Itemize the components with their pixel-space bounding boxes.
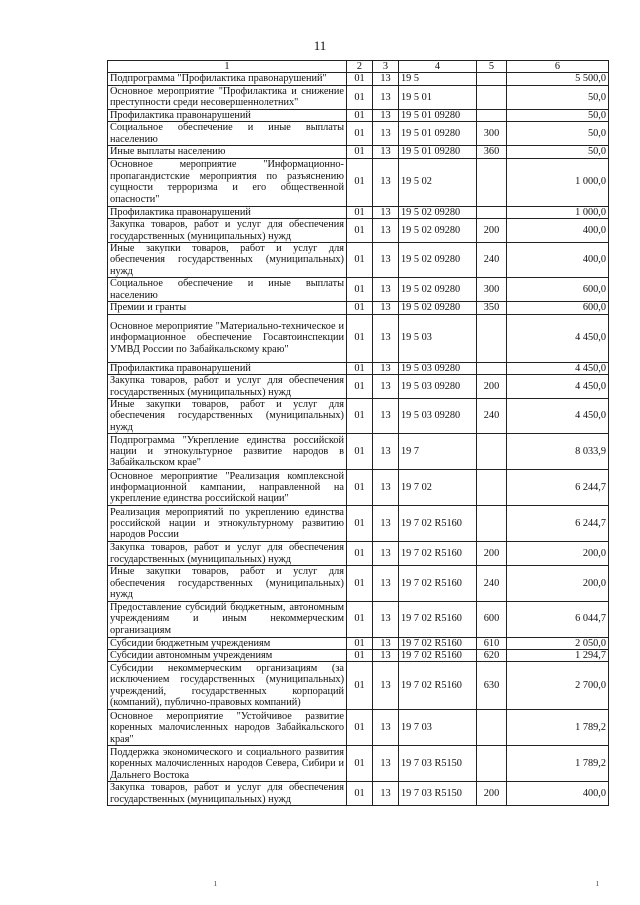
table-row bbox=[108, 122, 609, 146]
cell-col-3: 13 bbox=[373, 146, 399, 158]
table-row bbox=[108, 434, 609, 470]
table-row bbox=[108, 302, 609, 314]
table-row bbox=[108, 73, 609, 85]
cell-amount: 400,0 bbox=[507, 782, 609, 806]
cell-name: Субсидии некоммерческим организациям (за исключением государственных (муниципальных) учреждений, государственных корпораций (компаний), публично-правовых компаний) bbox=[108, 662, 347, 710]
cell-code: 19 5 02 09280 bbox=[399, 206, 477, 218]
cell-col-5 bbox=[477, 109, 507, 121]
cell-col-2: 01 bbox=[347, 662, 373, 710]
cell-col-5: 610 bbox=[477, 637, 507, 649]
table-row bbox=[108, 601, 609, 637]
cell-amount: 1 000,0 bbox=[507, 206, 609, 218]
cell-col-2: 01 bbox=[347, 158, 373, 206]
cell-col-5: 240 bbox=[477, 566, 507, 601]
cell-col-2: 01 bbox=[347, 542, 373, 566]
table-row bbox=[108, 566, 609, 601]
cell-col-5 bbox=[477, 206, 507, 218]
cell-col-3: 13 bbox=[373, 158, 399, 206]
header-col-1: 1 bbox=[108, 61, 347, 73]
cell-col-2: 01 bbox=[347, 434, 373, 470]
cell-amount: 4 450,0 bbox=[507, 314, 609, 362]
cell-name: Профилактика правонарушений bbox=[108, 109, 347, 121]
cell-code: 19 5 02 09280 bbox=[399, 243, 477, 278]
cell-name: Иные выплаты населению bbox=[108, 146, 347, 158]
cell-col-3: 13 bbox=[373, 566, 399, 601]
cell-col-3: 13 bbox=[373, 278, 399, 302]
cell-code: 19 5 03 bbox=[399, 314, 477, 362]
table-row bbox=[108, 85, 609, 109]
table-row bbox=[108, 637, 609, 649]
cell-name: Поддержка экономического и социального развития коренных малочисленных народов Севера, Сибири и Дальнего Востока bbox=[108, 746, 347, 782]
cell-col-2: 01 bbox=[347, 219, 373, 243]
cell-name: Основное мероприятие "Реализация комплексной информационной кампании, направленной на укрепление единства российской нации" bbox=[108, 470, 347, 506]
cell-name: Основное мероприятие "Устойчивое развитие коренных малочисленных народов Забайкальского края" bbox=[108, 710, 347, 746]
cell-code: 19 7 02 R5160 bbox=[399, 506, 477, 542]
cell-amount: 600,0 bbox=[507, 302, 609, 314]
cell-col-2: 01 bbox=[347, 73, 373, 85]
cell-col-3: 13 bbox=[373, 375, 399, 399]
table-row bbox=[108, 219, 609, 243]
cell-col-3: 13 bbox=[373, 637, 399, 649]
table-row bbox=[108, 542, 609, 566]
cell-amount: 50,0 bbox=[507, 85, 609, 109]
cell-name: Профилактика правонарушений bbox=[108, 206, 347, 218]
table-row bbox=[108, 662, 609, 710]
cell-col-3: 13 bbox=[373, 109, 399, 121]
cell-name: Основное мероприятие "Информационно-пропагандистские мероприятия по разъяснению сущности терроризма и его общественной опасности" bbox=[108, 158, 347, 206]
scan-mark: ı bbox=[214, 878, 217, 889]
cell-col-2: 01 bbox=[347, 314, 373, 362]
cell-col-3: 13 bbox=[373, 73, 399, 85]
budget-table bbox=[107, 60, 609, 806]
table-row bbox=[108, 710, 609, 746]
table-row bbox=[108, 158, 609, 206]
cell-col-5 bbox=[477, 85, 507, 109]
cell-code: 19 5 01 09280 bbox=[399, 109, 477, 121]
cell-col-3: 13 bbox=[373, 470, 399, 506]
cell-col-2: 01 bbox=[347, 566, 373, 601]
cell-amount: 1 000,0 bbox=[507, 158, 609, 206]
cell-amount: 4 450,0 bbox=[507, 399, 609, 434]
cell-amount: 1 294,7 bbox=[507, 649, 609, 661]
cell-amount: 1 789,2 bbox=[507, 746, 609, 782]
cell-col-2: 01 bbox=[347, 399, 373, 434]
cell-col-5 bbox=[477, 158, 507, 206]
cell-name: Подпрограмма "Укрепление единства российской нации и этнокультурное развитие народов в Забайкальском крае" bbox=[108, 434, 347, 470]
cell-code: 19 5 02 09280 bbox=[399, 278, 477, 302]
cell-col-2: 01 bbox=[347, 243, 373, 278]
table-row bbox=[108, 109, 609, 121]
table-header-row bbox=[108, 61, 609, 73]
cell-col-5: 300 bbox=[477, 278, 507, 302]
cell-code: 19 5 bbox=[399, 73, 477, 85]
cell-code: 19 7 03 R5150 bbox=[399, 746, 477, 782]
cell-amount: 6 244,7 bbox=[507, 470, 609, 506]
cell-col-3: 13 bbox=[373, 122, 399, 146]
cell-amount: 200,0 bbox=[507, 566, 609, 601]
cell-code: 19 7 03 bbox=[399, 710, 477, 746]
cell-code: 19 7 03 R5150 bbox=[399, 782, 477, 806]
table-row bbox=[108, 470, 609, 506]
cell-col-2: 01 bbox=[347, 746, 373, 782]
cell-amount: 50,0 bbox=[507, 146, 609, 158]
cell-col-5 bbox=[477, 73, 507, 85]
cell-col-5: 240 bbox=[477, 243, 507, 278]
cell-code: 19 5 01 09280 bbox=[399, 146, 477, 158]
header-col-3: 3 bbox=[373, 61, 399, 73]
header-col-5: 5 bbox=[477, 61, 507, 73]
page-number: 11 bbox=[313, 38, 327, 53]
cell-name: Социальное обеспечение и иные выплаты населению bbox=[108, 278, 347, 302]
cell-name: Закупка товаров, работ и услуг для обеспечения государственных (муниципальных) нужд bbox=[108, 219, 347, 243]
cell-code: 19 7 02 R5160 bbox=[399, 662, 477, 710]
cell-name: Предоставление субсидий бюджетным, автономным учреждениям и иным некоммерческим организациям bbox=[108, 601, 347, 637]
cell-col-5 bbox=[477, 470, 507, 506]
cell-col-3: 13 bbox=[373, 314, 399, 362]
cell-col-3: 13 bbox=[373, 85, 399, 109]
cell-name: Иные закупки товаров, работ и услуг для обеспечения государственных (муниципальных) нужд bbox=[108, 566, 347, 601]
cell-amount: 4 450,0 bbox=[507, 375, 609, 399]
cell-name: Основное мероприятие "Профилактика и снижение преступности среди несовершеннолетних" bbox=[108, 85, 347, 109]
cell-code: 19 5 03 09280 bbox=[399, 399, 477, 434]
table-row bbox=[108, 278, 609, 302]
cell-col-2: 01 bbox=[347, 206, 373, 218]
cell-amount: 400,0 bbox=[507, 243, 609, 278]
cell-col-3: 13 bbox=[373, 243, 399, 278]
table-row bbox=[108, 506, 609, 542]
table-row bbox=[108, 782, 609, 806]
cell-col-2: 01 bbox=[347, 649, 373, 661]
cell-col-3: 13 bbox=[373, 601, 399, 637]
table-row bbox=[108, 375, 609, 399]
cell-code: 19 7 02 R5160 bbox=[399, 649, 477, 661]
cell-col-3: 13 bbox=[373, 362, 399, 374]
cell-col-5: 300 bbox=[477, 122, 507, 146]
table-row bbox=[108, 206, 609, 218]
cell-col-5: 620 bbox=[477, 649, 507, 661]
cell-col-2: 01 bbox=[347, 782, 373, 806]
cell-col-2: 01 bbox=[347, 302, 373, 314]
cell-col-3: 13 bbox=[373, 662, 399, 710]
table-row bbox=[108, 146, 609, 158]
cell-col-2: 01 bbox=[347, 109, 373, 121]
header-col-2: 2 bbox=[347, 61, 373, 73]
cell-col-2: 01 bbox=[347, 710, 373, 746]
table-body bbox=[108, 73, 609, 806]
cell-col-2: 01 bbox=[347, 362, 373, 374]
cell-col-5: 200 bbox=[477, 542, 507, 566]
cell-col-3: 13 bbox=[373, 746, 399, 782]
cell-amount: 6 044,7 bbox=[507, 601, 609, 637]
cell-col-5 bbox=[477, 506, 507, 542]
cell-col-3: 13 bbox=[373, 399, 399, 434]
cell-name: Основное мероприятие "Материально-техническое и информационное обеспечение Госавтоинспекции УМВД России по Забайкальскому краю" bbox=[108, 314, 347, 362]
cell-amount: 2 050,0 bbox=[507, 637, 609, 649]
cell-col-5 bbox=[477, 710, 507, 746]
cell-code: 19 5 02 bbox=[399, 158, 477, 206]
cell-name: Иные закупки товаров, работ и услуг для обеспечения государственных (муниципальных) нужд bbox=[108, 399, 347, 434]
cell-code: 19 5 02 09280 bbox=[399, 219, 477, 243]
cell-col-5 bbox=[477, 314, 507, 362]
cell-col-3: 13 bbox=[373, 219, 399, 243]
cell-name: Профилактика правонарушений bbox=[108, 362, 347, 374]
cell-code: 19 5 01 bbox=[399, 85, 477, 109]
cell-name: Закупка товаров, работ и услуг для обеспечения государственных (муниципальных) нужд bbox=[108, 782, 347, 806]
cell-amount: 50,0 bbox=[507, 109, 609, 121]
table-row bbox=[108, 399, 609, 434]
cell-code: 19 7 02 bbox=[399, 470, 477, 506]
cell-name: Иные закупки товаров, работ и услуг для обеспечения государственных (муниципальных) нужд bbox=[108, 243, 347, 278]
cell-col-5: 200 bbox=[477, 375, 507, 399]
cell-col-2: 01 bbox=[347, 146, 373, 158]
cell-amount: 600,0 bbox=[507, 278, 609, 302]
cell-name: Подпрограмма "Профилактика правонарушений" bbox=[108, 73, 347, 85]
cell-col-5: 600 bbox=[477, 601, 507, 637]
cell-col-5: 630 bbox=[477, 662, 507, 710]
cell-code: 19 7 02 R5160 bbox=[399, 566, 477, 601]
cell-name: Социальное обеспечение и иные выплаты населению bbox=[108, 122, 347, 146]
cell-code: 19 7 02 R5160 bbox=[399, 637, 477, 649]
cell-col-2: 01 bbox=[347, 85, 373, 109]
cell-col-3: 13 bbox=[373, 542, 399, 566]
cell-name: Реализация мероприятий по укреплению единства российской нации и этнокультурному развитию народов России bbox=[108, 506, 347, 542]
cell-name: Закупка товаров, работ и услуг для обеспечения государственных (муниципальных) нужд bbox=[108, 375, 347, 399]
cell-name: Субсидии автономным учреждениям bbox=[108, 649, 347, 661]
cell-code: 19 5 03 09280 bbox=[399, 362, 477, 374]
cell-code: 19 5 02 09280 bbox=[399, 302, 477, 314]
cell-code: 19 7 bbox=[399, 434, 477, 470]
cell-code: 19 5 01 09280 bbox=[399, 122, 477, 146]
cell-col-5: 350 bbox=[477, 302, 507, 314]
cell-col-3: 13 bbox=[373, 506, 399, 542]
cell-amount: 200,0 bbox=[507, 542, 609, 566]
cell-col-3: 13 bbox=[373, 302, 399, 314]
cell-col-3: 13 bbox=[373, 710, 399, 746]
cell-amount: 400,0 bbox=[507, 219, 609, 243]
cell-col-5 bbox=[477, 434, 507, 470]
cell-col-3: 13 bbox=[373, 206, 399, 218]
cell-col-5 bbox=[477, 746, 507, 782]
cell-col-2: 01 bbox=[347, 506, 373, 542]
cell-code: 19 7 02 R5160 bbox=[399, 601, 477, 637]
cell-col-2: 01 bbox=[347, 601, 373, 637]
table-row bbox=[108, 314, 609, 362]
cell-code: 19 5 03 09280 bbox=[399, 375, 477, 399]
cell-code: 19 7 02 R5160 bbox=[399, 542, 477, 566]
cell-name: Закупка товаров, работ и услуг для обеспечения государственных (муниципальных) нужд bbox=[108, 542, 347, 566]
header-col-4: 4 bbox=[399, 61, 477, 73]
header-col-6: 6 bbox=[507, 61, 609, 73]
cell-col-3: 13 bbox=[373, 434, 399, 470]
cell-col-5: 240 bbox=[477, 399, 507, 434]
cell-name: Премии и гранты bbox=[108, 302, 347, 314]
cell-amount: 50,0 bbox=[507, 122, 609, 146]
cell-name: Субсидии бюджетным учреждениям bbox=[108, 637, 347, 649]
cell-col-5: 360 bbox=[477, 146, 507, 158]
cell-amount: 4 450,0 bbox=[507, 362, 609, 374]
cell-col-2: 01 bbox=[347, 470, 373, 506]
cell-col-3: 13 bbox=[373, 782, 399, 806]
table-row bbox=[108, 649, 609, 661]
cell-col-2: 01 bbox=[347, 122, 373, 146]
table-row bbox=[108, 746, 609, 782]
cell-col-5: 200 bbox=[477, 219, 507, 243]
cell-col-2: 01 bbox=[347, 637, 373, 649]
cell-amount: 8 033,9 bbox=[507, 434, 609, 470]
cell-amount: 2 700,0 bbox=[507, 662, 609, 710]
cell-amount: 6 244,7 bbox=[507, 506, 609, 542]
cell-amount: 1 789,2 bbox=[507, 710, 609, 746]
cell-col-2: 01 bbox=[347, 278, 373, 302]
table-row bbox=[108, 362, 609, 374]
cell-amount: 5 500,0 bbox=[507, 73, 609, 85]
table-row bbox=[108, 243, 609, 278]
cell-col-5: 200 bbox=[477, 782, 507, 806]
cell-col-3: 13 bbox=[373, 649, 399, 661]
cell-col-5 bbox=[477, 362, 507, 374]
scan-mark: ı bbox=[596, 878, 599, 889]
cell-col-2: 01 bbox=[347, 375, 373, 399]
